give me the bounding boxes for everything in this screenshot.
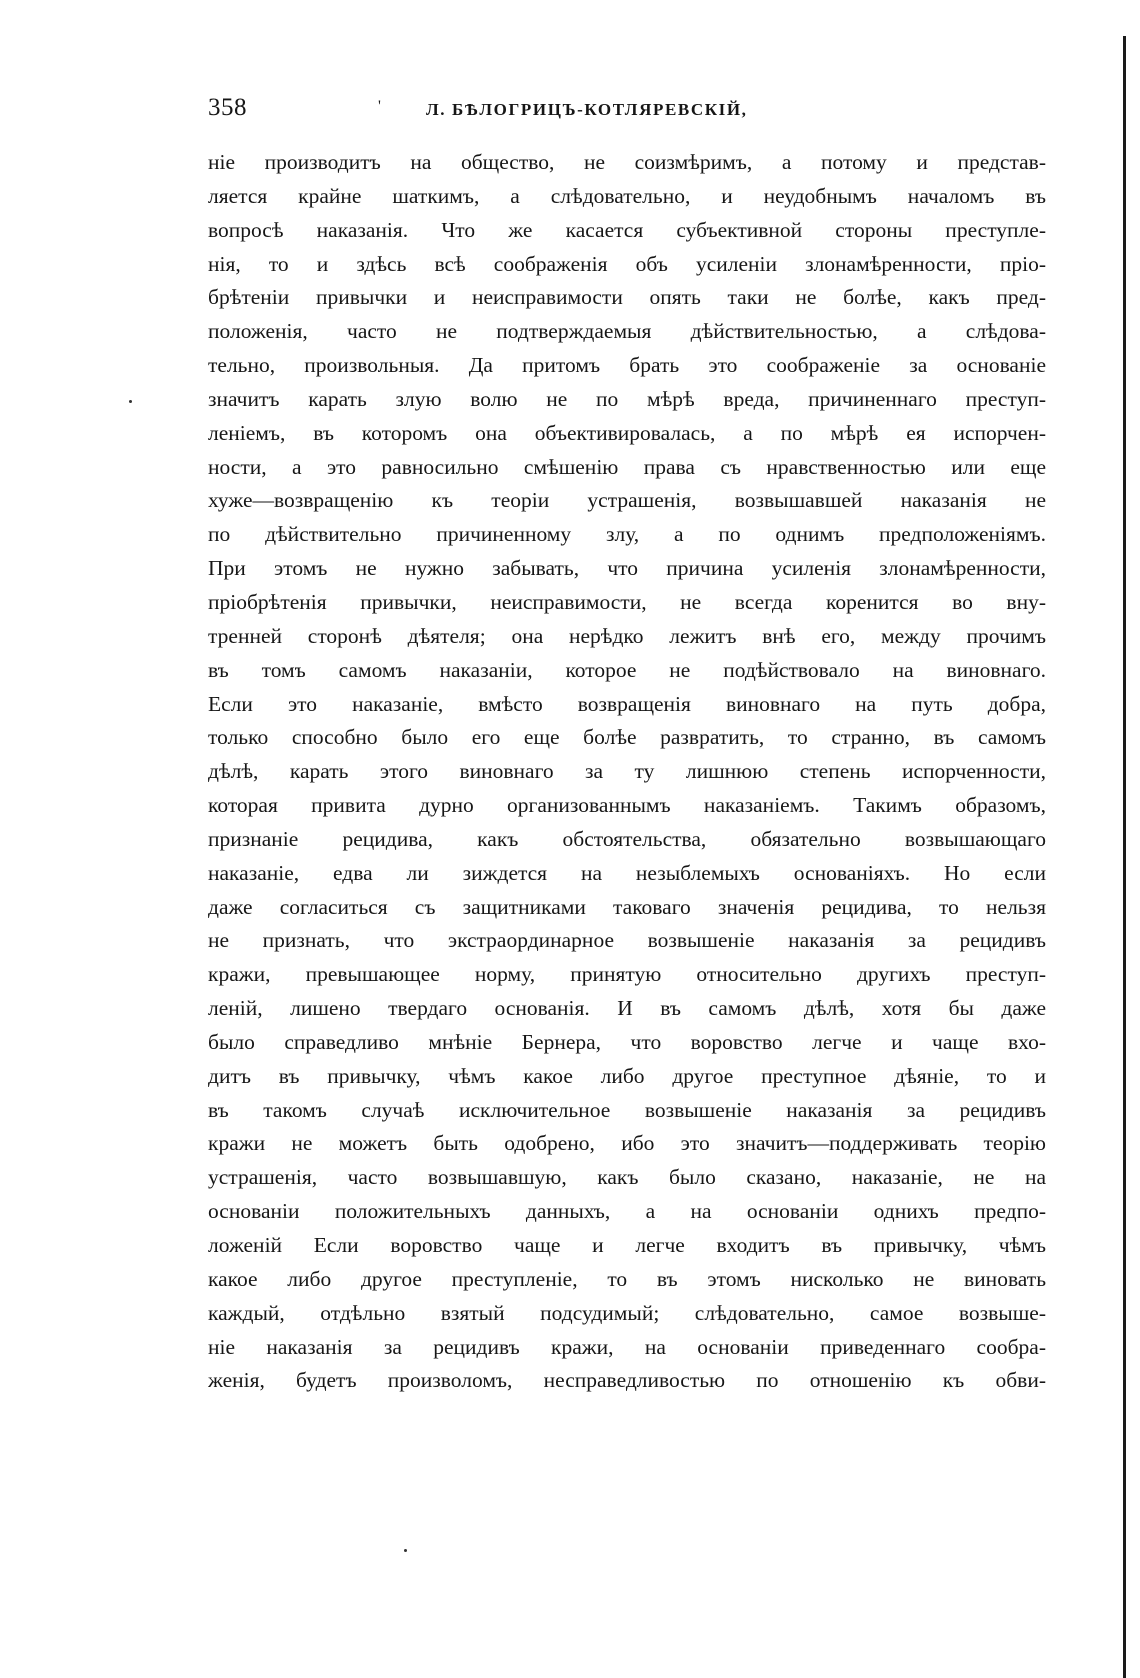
text-line: Если это наказаніе, вмѣсто возвращенія виновнаго на путь добра, xyxy=(208,691,1046,716)
page-edge-line xyxy=(1123,36,1126,1678)
text-line: ляется крайне шаткимъ, а слѣдовательно, и неудобнымъ началомъ въ xyxy=(208,183,1046,208)
text-line: кражи не можетъ быть одобрено, ибо это значитъ—поддерживать теорію xyxy=(208,1131,1046,1156)
text-line: не признать, что экстраординарное возвышеніе наказанія за рецидивъ xyxy=(208,928,1046,953)
text-line: въ томъ самомъ наказаніи, которое не подѣйствовало на виновнаго. xyxy=(208,657,1046,682)
text-line: даже согласиться съ защитниками таковаго значенія рецидива, то нельзя xyxy=(208,894,1046,919)
text-line: каждый, отдѣльно взятый подсудимый; слѣдовательно, самое возвыше- xyxy=(208,1300,1046,1325)
page-header xyxy=(208,94,1046,128)
text-line: основаніи положительныхъ данныхъ, а на основаніи однихъ предпо- xyxy=(208,1199,1046,1224)
text-line: наказаніе, едва ли зиждется на незыблемыхъ основаніяхъ. Но если xyxy=(208,860,1046,885)
text-line: женія, будетъ произволомъ, несправедливостью по отношенію къ обви- xyxy=(208,1368,1046,1393)
text-line: въ такомъ случаѣ исключительное возвышеніе наказанія за рецидивъ xyxy=(208,1097,1046,1122)
text-line: вопросѣ наказанія. Что же касается субъективной стороны преступле- xyxy=(208,217,1046,242)
text-line: леніемъ, въ которомъ она объективировалась, а по мѣрѣ ея испорчен- xyxy=(208,420,1046,445)
text-line: ніе производитъ на общество, не соизмѣримъ, а потому и представ- xyxy=(208,150,1046,174)
page-number: 358 xyxy=(208,94,247,121)
text-line: положенія, часто не подтверждаемыя дѣйствительностью, а слѣдова- xyxy=(208,319,1046,344)
text-line: пріобрѣтенія привычки, неисправимости, не всегда коренится во вну- xyxy=(208,589,1046,614)
text-line: значитъ карать злую волю не по мѣрѣ вреда, причиненнаго преступ- xyxy=(208,386,1046,411)
text-line: признаніе рецидива, какъ обстоятельства, обязательно возвышающаго xyxy=(208,826,1046,851)
text-line: ности, а это равносильно смѣшенію права съ нравственностью или еще xyxy=(208,454,1046,479)
text-line: которая привита дурно организованнымъ наказаніемъ. Такимъ образомъ, xyxy=(208,793,1046,818)
text-line: леній, лишено твердаго основанія. И въ самомъ дѣлѣ, хотя бы даже xyxy=(208,996,1046,1021)
text-line: хуже—возвращенію къ теоріи устрашенія, возвышавшей наказанія не xyxy=(208,488,1046,513)
text-line: брѣтеніи привычки и неисправимости опять таки не болѣе, какъ пред- xyxy=(208,285,1046,310)
text-line: устрашенія, часто возвышавшую, какъ было сказано, наказаніе, не на xyxy=(208,1165,1046,1190)
running-head: Л. БѢЛОГРИЦЪ-КОТЛЯРЕВСКІЙ, xyxy=(426,100,748,119)
text-line: было справедливо мнѣніе Бернера, что воровство легче и чаще вхо- xyxy=(208,1029,1046,1054)
body-text xyxy=(208,146,1046,1398)
text-line: нія, то и здѣсь всѣ соображенія объ усиленіи злонамѣренности, пріо- xyxy=(208,251,1046,276)
text-line: только способно было его еще болѣе развратить, то странно, въ самомъ xyxy=(208,725,1046,750)
margin-speck xyxy=(129,400,132,403)
text-line: дѣлѣ, карать этого виновнаго за ту лишнюю степень испорченности, xyxy=(208,759,1046,784)
text-line: тренней сторонѣ дѣятеля; она нерѣдко лежитъ внѣ его, между прочимъ xyxy=(208,623,1046,648)
text-line: кражи, превышающее норму, принятую относительно другихъ преступ- xyxy=(208,962,1046,987)
text-line: При этомъ не нужно забывать, что причина усиленія злонамѣренности, xyxy=(208,556,1046,581)
text-line: ніе наказанія за рецидивъ кражи, на основаніи приведеннаго сообра- xyxy=(208,1334,1046,1359)
margin-speck xyxy=(404,1549,407,1552)
text-line: какое либо другое преступленіе, то въ этомъ нисколько не виновать xyxy=(208,1266,1046,1291)
header-ornament-dot: ' xyxy=(378,98,381,115)
text-line: тельно, произвольныя. Да притомъ брать это соображеніе за основаніе xyxy=(208,353,1046,378)
text-line: по дѣйствительно причиненному злу, а по однимъ предположеніямъ. xyxy=(208,522,1046,547)
text-line: дитъ въ привычку, чѣмъ какое либо другое преступное дѣяніе, то и xyxy=(208,1063,1046,1088)
text-line: ложеній Если воровство чаще и легче входитъ въ привычку, чѣмъ xyxy=(208,1233,1046,1257)
